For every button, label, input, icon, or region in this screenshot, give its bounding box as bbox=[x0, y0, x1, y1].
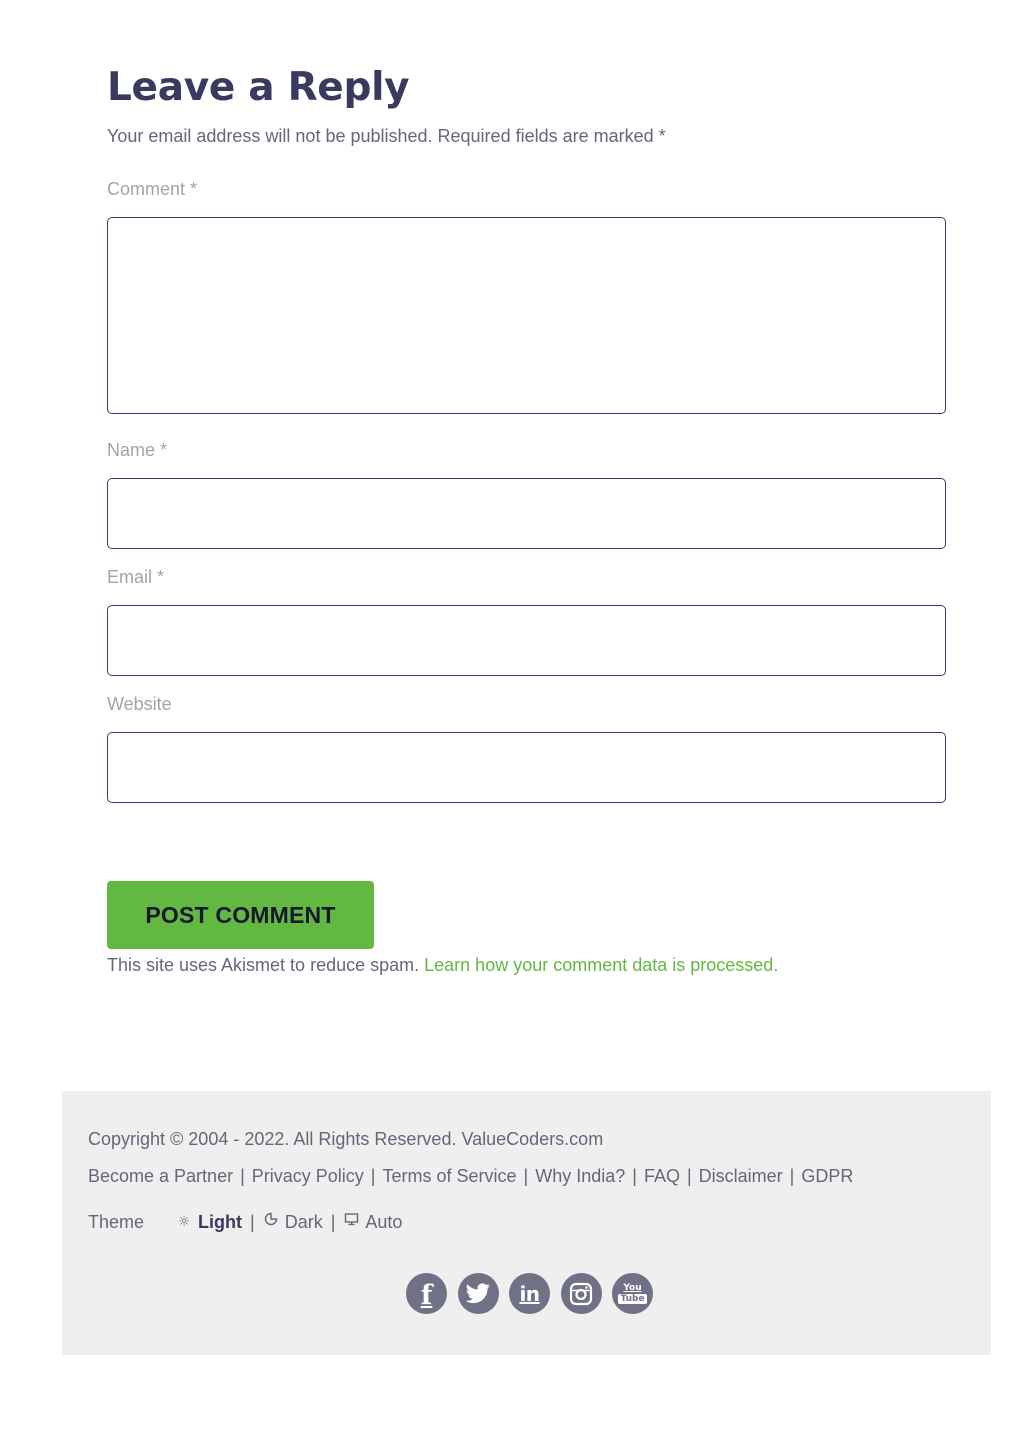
sun-icon: ☼ bbox=[177, 1214, 191, 1230]
theme-option-label: Light bbox=[198, 1212, 243, 1232]
monitor-icon bbox=[343, 1211, 359, 1233]
website-input[interactable] bbox=[107, 732, 946, 803]
theme-option-light[interactable] bbox=[176, 1211, 242, 1233]
comment-form bbox=[107, 62, 946, 977]
post-comment-button[interactable]: POST COMMENT bbox=[107, 881, 374, 949]
akismet-link[interactable]: Learn how your comment data is processed. bbox=[424, 955, 779, 975]
link-separator: | bbox=[789, 1166, 795, 1186]
instagram-icon[interactable] bbox=[561, 1273, 602, 1314]
link-separator: | bbox=[523, 1166, 529, 1186]
name-label: Name * bbox=[107, 440, 168, 460]
comment-label: Comment * bbox=[107, 179, 198, 199]
footer-link-become-partner[interactable]: Become a Partner bbox=[88, 1166, 234, 1186]
theme-option-auto[interactable] bbox=[343, 1211, 402, 1233]
footer-link-gdpr[interactable]: GDPR bbox=[801, 1166, 854, 1186]
site-footer bbox=[62, 1091, 991, 1355]
twitter-icon[interactable] bbox=[458, 1273, 499, 1314]
footer-link-why-india[interactable]: Why India? bbox=[535, 1166, 626, 1186]
social-links bbox=[406, 1273, 653, 1314]
theme-switcher bbox=[88, 1211, 402, 1233]
link-separator: | bbox=[370, 1166, 376, 1186]
copyright: Copyright © 2004 - 2022. All Rights Reserved. ValueCoders.com bbox=[88, 1129, 604, 1149]
theme-option-label: Dark bbox=[284, 1212, 323, 1232]
footer-link-faq[interactable]: FAQ bbox=[643, 1166, 680, 1186]
footer-link-disclaimer[interactable]: Disclaimer bbox=[698, 1166, 783, 1186]
link-separator: | bbox=[686, 1166, 692, 1186]
theme-separator: | bbox=[250, 1212, 255, 1232]
akismet-text: This site uses Akismet to reduce spam. bbox=[107, 955, 425, 975]
theme-option-dark[interactable] bbox=[263, 1211, 323, 1233]
facebook-icon[interactable]: f bbox=[406, 1273, 447, 1314]
footer-link-privacy-policy[interactable]: Privacy Policy bbox=[251, 1166, 364, 1186]
akismet-notice bbox=[107, 953, 946, 977]
footer-links bbox=[88, 1165, 853, 1187]
footer-link-terms[interactable]: Terms of Service bbox=[382, 1166, 517, 1186]
name-input[interactable] bbox=[107, 478, 946, 549]
form-notes: Your email address will not be published. Required fields are marked * bbox=[107, 126, 666, 146]
theme-label: Theme bbox=[88, 1212, 145, 1232]
page-title: Leave a Reply bbox=[107, 65, 410, 110]
youtube-icon[interactable]: You Tube bbox=[612, 1273, 653, 1314]
theme-separator: | bbox=[330, 1212, 336, 1232]
comment-input[interactable] bbox=[107, 217, 946, 414]
email-label: Email * bbox=[107, 567, 165, 587]
link-separator: | bbox=[632, 1166, 637, 1186]
moon-icon bbox=[263, 1211, 279, 1233]
theme-option-label: Auto bbox=[365, 1212, 403, 1232]
link-separator: | bbox=[240, 1166, 245, 1186]
linkedin-icon[interactable]: in bbox=[509, 1273, 550, 1314]
website-label: Website bbox=[107, 694, 172, 714]
email-input[interactable] bbox=[107, 605, 946, 676]
